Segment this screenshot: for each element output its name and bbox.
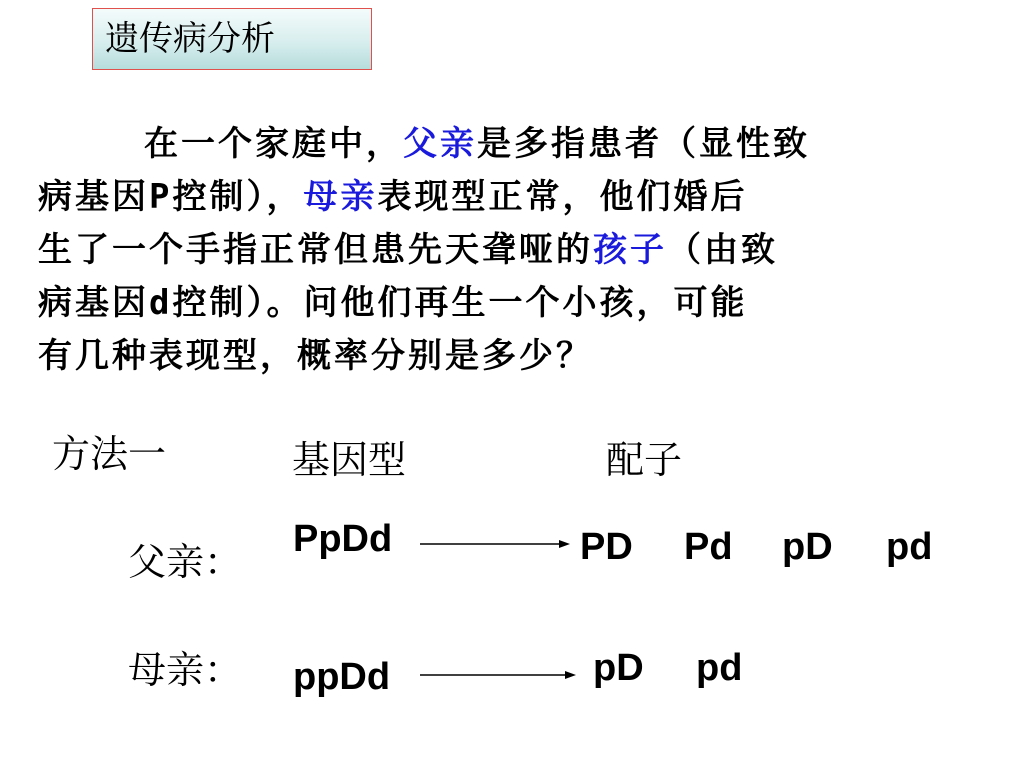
father-genotype: PpDd: [293, 518, 393, 560]
father-gamete: PD: [580, 526, 633, 568]
paragraph-line-2: [38, 171, 978, 224]
father-label: 父亲：: [128, 540, 243, 584]
father-arrow: [420, 536, 570, 552]
mother-arrow-head: [565, 671, 576, 679]
paragraph-line-4: 病基因d控制）。问他们再生一个小孩，可能: [38, 283, 748, 323]
highlight-child: 孩子: [593, 230, 667, 270]
paragraph-line-5: 有几种表现型，概率分别是多少？: [38, 336, 593, 376]
highlight-mother: 母亲: [303, 177, 378, 217]
slide-title: 遗传病分析: [105, 19, 275, 59]
mother-arrow: [420, 667, 576, 683]
paragraph-text: （由致: [667, 230, 778, 270]
paragraph-line-1: [38, 118, 978, 171]
mother-label: 母亲：: [128, 648, 243, 692]
father-arrow-head: [559, 540, 570, 548]
mother-genotype: ppDd: [293, 656, 391, 698]
highlight-father: 父亲: [403, 124, 477, 164]
mother-gamete: pd: [696, 647, 743, 689]
paragraph-text: 病基因P控制），: [38, 177, 304, 217]
genotype-header: 基因型: [292, 438, 407, 482]
method-label: 方法一: [52, 432, 167, 476]
gamete-header: 配子: [606, 438, 683, 482]
paragraph-text: 表现型正常，他们婚后: [377, 177, 748, 217]
father-gamete: pD: [782, 526, 833, 568]
paragraph-line-3: [38, 224, 978, 277]
mother-gamete: pD: [593, 647, 644, 689]
paragraph-text: 是多指患者（显性致: [477, 124, 810, 164]
paragraph-text: 在一个家庭中，: [144, 124, 403, 164]
father-gamete: pd: [886, 526, 933, 568]
title-box: [92, 8, 372, 70]
problem-paragraph: [38, 118, 978, 383]
father-gamete: Pd: [684, 526, 733, 568]
paragraph-text: 生了一个手指正常但患先天聋哑的: [38, 230, 593, 270]
